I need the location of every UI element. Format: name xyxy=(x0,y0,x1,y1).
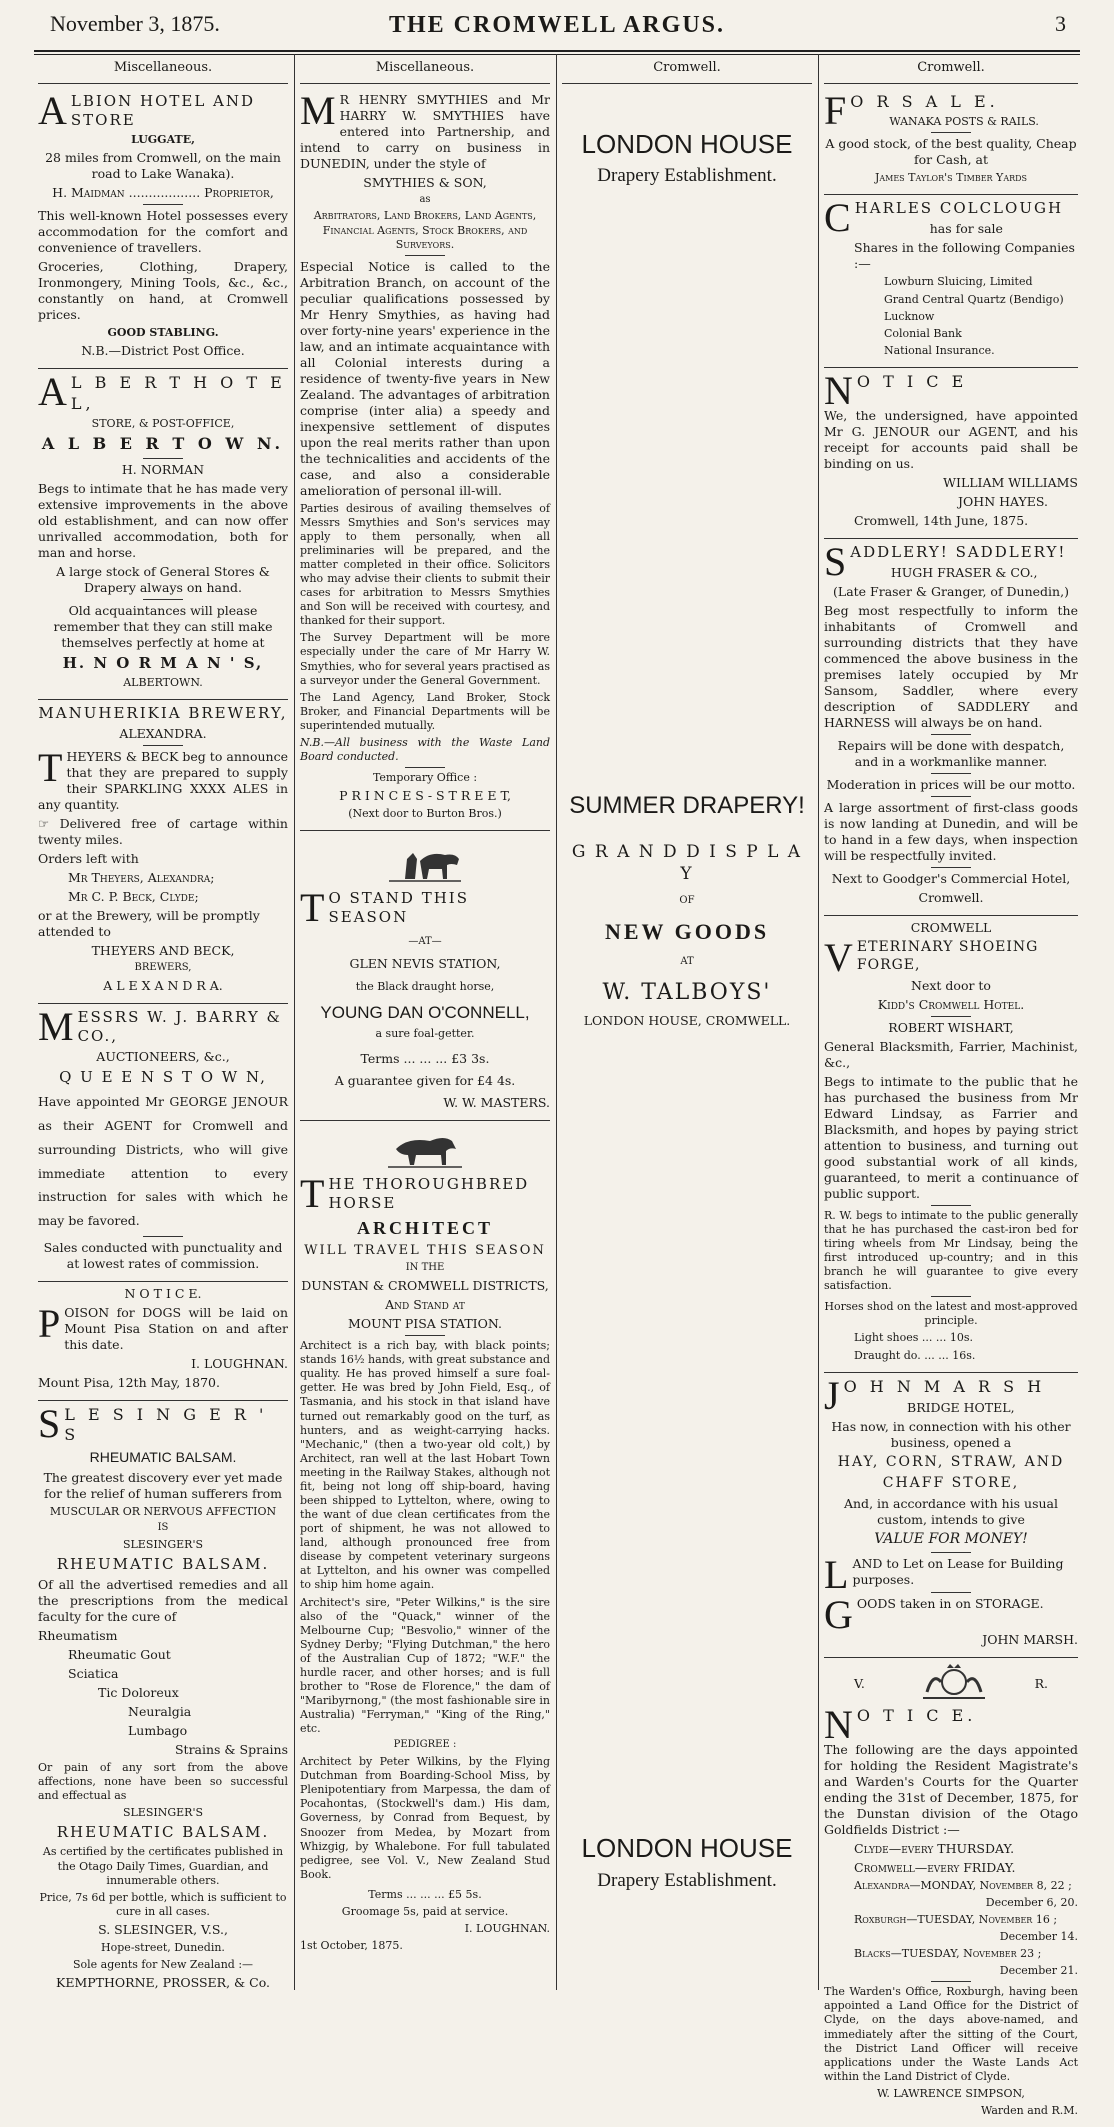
company: Lowburn Sluicing, Limited xyxy=(884,275,1033,289)
ad-terms: Terms ... ... ... £5 5s. xyxy=(368,1887,482,1901)
ad-cert: As certified by the certificates published in the Otago Daily Times, Guardian, and innumerable others. xyxy=(42,1845,284,1887)
crest-left-letter: V. xyxy=(854,1675,865,1691)
ad-affection: MUSCULAR OR NERVOUS AFFECTION xyxy=(49,1504,277,1518)
column-1 xyxy=(34,58,292,1988)
ad-title: O H N M A R S H xyxy=(843,1376,1046,1396)
drop-cap: L xyxy=(824,1551,849,1597)
court-day: Roxburgh—TUESDAY, November 16 ; xyxy=(854,1912,1058,1926)
ad-signature-2: JOHN HAYES. xyxy=(958,493,1048,509)
court-notice xyxy=(824,1658,1078,2127)
london-house-heading: LONDON HOUSE xyxy=(581,128,793,159)
ad-signature: WILLIAM WILLIAMS xyxy=(943,474,1078,490)
ad-title: HE THOROUGHBRED HORSE xyxy=(328,1175,530,1213)
ad-body: This well-known Hotel possesses every accommodation for the comfort and convenience of travellers. xyxy=(38,208,288,256)
ad-paragraph: Architect by Peter Wilkins, by the Flying Dutchman from Boarding-School Miss, by Plenipotentiary from Marpessa, the dam of Pocahontas, (Stockwell's dam.) His dam, Governess, by Conrad from Bequest, by Snoozer from Medea, by Mozart from Whizgig, by Whalebone. For full tabulated pedigree, see Vol. V., New Zealand Stud Book. xyxy=(300,1755,550,1881)
ad-pain: Or pain of any sort from the above affections, none have been so successful and effectual as xyxy=(38,1760,288,1803)
ad-moderation: Moderation in prices will be our motto. xyxy=(826,777,1076,793)
ad-roles: Arbitrators, Land Brokers, Land Agents, Financial Agents, Stock Brokers, and Surveyors. xyxy=(313,209,537,251)
ad-at: AT xyxy=(680,956,694,968)
ad-stock: A large assortment of first-class goods is now landing at Dunedin, and will be to hand in a few days, when inspection will be respectfully invited. xyxy=(824,800,1078,864)
ad-has: Has now, in connection with his other business, opened a xyxy=(831,1419,1071,1451)
ad-date: Cromwell, 14th June, 1875. xyxy=(854,512,1029,528)
ad-office: Temporary Office : xyxy=(372,771,478,785)
ad-store: HAY, CORN, STRAW, AND xyxy=(837,1454,1065,1471)
ad-stabling: GOOD STABLING. xyxy=(107,326,219,340)
ad-product: RHEUMATIC BALSAM. xyxy=(56,1554,270,1573)
ad-next: Next to Goodger's Commercial Hotel, xyxy=(831,871,1071,887)
ad-body: Have appointed Mr GEORGE JENOUR as their AGENT for Cromwell and surrounding Districts, who will give immediate attention to every instruction for sales with which he may be favored. xyxy=(38,1094,288,1229)
ad-in-the: IN THE xyxy=(405,1262,445,1274)
ad-next: (Next door to Burton Bros.) xyxy=(348,807,502,821)
ad-paragraph: N.B.—All business with the Waste Land Board conducted. xyxy=(300,735,550,763)
ad-light-shoes: Light shoes ... ... 10s. xyxy=(854,1331,973,1345)
drop-cap: N xyxy=(824,367,853,413)
column-3 xyxy=(558,58,816,1988)
drop-cap: S xyxy=(824,538,847,584)
column-heading: Miscellaneous. xyxy=(300,58,550,84)
albion-hotel-ad xyxy=(38,88,288,370)
colclough-ad xyxy=(824,195,1078,368)
ad-name: SLESINGER'S xyxy=(122,1537,204,1551)
ad-top: CROMWELL xyxy=(910,920,992,936)
ad-body: OISON for DOGS will be laid on Mount Pisa Station on and after this date. xyxy=(64,1304,288,1352)
ad-heading: N O T I C E. xyxy=(124,1285,202,1301)
ad-signature: JOHN MARSH. xyxy=(982,1631,1078,1647)
ad-signature: I. LOUGHNAN. xyxy=(464,1921,550,1935)
ad-next: Next door to xyxy=(911,977,991,993)
ad-title: R HENRY SMYTHIES and Mr HARRY W. SMYTHIES have entered into Partnership, and intend to carry on business in DUNEDIN, under the style of xyxy=(300,91,550,171)
horse-and-groom-icon xyxy=(385,839,465,885)
pointing-hand-icon: ☞ xyxy=(38,816,60,832)
ad-groomage: Groomage 5s, paid at service. xyxy=(341,1904,509,1918)
company: Lucknow xyxy=(884,309,935,323)
ad-stock: A large stock of General Stores & Drapery always on hand. xyxy=(56,563,270,595)
ad-horse-name: ARCHITECT xyxy=(356,1217,494,1238)
ad-price: Price, 7s 6d per bottle, which is sufficient to cure in all cases. xyxy=(39,1890,287,1918)
talboys: W. TALBOYS' xyxy=(602,980,772,1006)
ad-location: 28 miles from Cromwell, on the main road to Lake Wanaka). xyxy=(45,150,281,182)
ad-subtitle: LUGGATE, xyxy=(131,133,195,146)
drop-cap: T xyxy=(300,885,325,931)
drop-cap: M xyxy=(300,87,336,133)
ad-store-2: CHAFF STORE, xyxy=(882,1474,1020,1491)
ad-signature-place: ALBERTOWN. xyxy=(123,675,203,689)
ad-intro: The greatest discovery ever yet made for the relief of human sufferers from xyxy=(43,1469,283,1501)
ad-address: Hope-street, Dunedin. xyxy=(101,1940,225,1954)
ad-orders-3: or at the Brewery, will be promptly attended to xyxy=(38,908,260,940)
ad-orders: Orders left with xyxy=(38,851,139,867)
ad-value: VALUE FOR MONEY! xyxy=(874,1530,1028,1547)
ailment: Neuralgia xyxy=(128,1703,192,1719)
court-day: Alexandra—MONDAY, November 8, 22 ; xyxy=(854,1878,1072,1892)
ad-title: L B E R T H O T E L, xyxy=(70,373,286,413)
drop-cap: V xyxy=(824,935,853,981)
ad-product-2: RHEUMATIC BALSAM. xyxy=(56,1823,270,1842)
jenour-notice xyxy=(824,368,1078,539)
london-house-footer-sub: Drapery Establishment. xyxy=(597,1869,777,1891)
ad-draught-shoes: Draught do. ... ... 16s. xyxy=(854,1348,976,1362)
ad-street: P R I N C E S - S T R E E T, xyxy=(339,788,511,804)
ad-paragraph: The Survey Department will be more especially under the care of Mr Harry W. Smythies, who for several years practised as a surveyor under the General Government. xyxy=(300,631,550,687)
company: Colonial Bank xyxy=(884,326,962,340)
ad-subtitle: WANAKA POSTS & RAILS. xyxy=(889,115,1039,129)
drop-cap: T xyxy=(38,745,63,791)
ad-title: ADDLERY! SADDLERY! xyxy=(850,542,1067,561)
ad-sale: has for sale xyxy=(929,221,1003,237)
ad-of: OF xyxy=(679,895,695,907)
ad-title: MANUHERIKIA BREWERY, xyxy=(38,703,288,722)
london-house-footer: LONDON HOUSE xyxy=(581,1833,793,1864)
ad-date: Mount Pisa, 12th May, 1870. xyxy=(38,1374,220,1390)
ad-title: O T I C E xyxy=(856,371,968,391)
saddlery-ad xyxy=(824,539,1078,916)
court-day: Clyde—every THURSDAY. xyxy=(854,1840,1015,1856)
drop-cap: M xyxy=(38,1003,74,1049)
court-day-cont: December 14. xyxy=(999,1930,1078,1944)
ad-trade: General Blacksmith, Farrier, Machinist, &c., xyxy=(824,1038,1078,1070)
ad-paragraph: Especial Notice is called to the Arbitration Branch, on account of the peculiar qualifications possessed by Mr Henry Smythies, as having had over forty-nine years' experience in the law, and an intimate acquaintance with all Colonial interests during a residence of twenty-five years in New Zealand. The advantages of arbitration comprise (inter alia) a speedy and inexpensive settlement of disputes upon the real merits rather than upon the technicalities and accidents of the case, and also a considerable amelioration of personal ill-will. xyxy=(300,258,550,498)
crest-right-letter: R. xyxy=(1034,1675,1048,1691)
column-heading: Miscellaneous. xyxy=(38,58,288,84)
ad-repairs: Repairs will be done with despatch, and in a workmanlike manner. xyxy=(837,738,1065,770)
drop-cap: F xyxy=(824,87,847,133)
column-4 xyxy=(820,58,1082,2117)
ad-signature-title: Warden and R.M. xyxy=(980,2103,1078,2117)
ad-subtitle: AUCTIONEERS, &c., xyxy=(96,1049,230,1065)
ad-subtitle: STORE, & POST-OFFICE, xyxy=(91,417,235,431)
grand-display: G R A N D D I S P L A Y xyxy=(571,841,803,884)
ad-place: A L B E R T O W N. xyxy=(41,434,285,454)
slesinger-ad xyxy=(38,1401,288,2000)
ad-body: HEYERS & BECK beg to announce that they are prepared to supply their SPARKLING XXXX ALES in any quantity. xyxy=(38,749,288,813)
drop-cap: P xyxy=(38,1300,61,1346)
ailment: Strains & Sprains xyxy=(174,1741,288,1757)
ad-place: ALEXANDRA. xyxy=(119,726,207,742)
ad-body: Begs to intimate to the public that he has purchased the business from Mr Edward Lindsay, as Farrier and Blacksmith, and hopes by paying strict attention to business, and turning out good substantial work of all kinds, guaranteed, to merit a continuance of public support. xyxy=(824,1073,1078,1201)
ailment: Rheumatic Gout xyxy=(68,1646,171,1662)
ad-terms: Terms ... ... ... £3 3s. xyxy=(360,1051,490,1067)
page-number: 3 xyxy=(1055,11,1066,36)
talboys-address: LONDON HOUSE, CROMWELL. xyxy=(583,1013,791,1029)
ad-stand: And Stand at xyxy=(385,1297,465,1313)
ad-name-2: SLESINGER'S xyxy=(122,1806,204,1820)
newspaper-title: THE CROMWELL ARGUS. xyxy=(388,12,726,38)
new-goods: NEW GOODS xyxy=(604,919,770,945)
company: National Insurance. xyxy=(884,343,995,357)
ad-yard: James Taylor's Timber Yards xyxy=(874,171,1028,185)
masthead-rule xyxy=(34,50,1080,55)
ad-signature-2: BREWERS, xyxy=(134,962,192,974)
column-2 xyxy=(296,58,554,1988)
ad-orders-2: Mr C. P. Beck, Clyde; xyxy=(68,889,199,905)
court-day-cont: December 21. xyxy=(999,1964,1078,1978)
ad-title: ETERINARY SHOEING FORGE, xyxy=(856,939,1039,973)
ad-office: The Warden's Office, Roxburgh, having been appointed a Land Office for the District of Clyde, on the days above-named, and immediately after the sitting of the Court, the District Land Officer will receive applications under the Waste Lands Act within the Land District of Clyde. xyxy=(824,1985,1078,2083)
ad-paragraph: The Land Agency, Land Broker, Stock Broker, and Financial Departments will be superintended mutually. xyxy=(300,690,550,732)
ad-title: O R S A L E. xyxy=(850,91,999,111)
ad-signature: S. SLESINGER, V.S., xyxy=(98,1921,228,1937)
ailment: Lumbago xyxy=(128,1722,188,1738)
ailment: Sciatica xyxy=(68,1665,119,1681)
ad-horse: the Black draught horse, xyxy=(355,980,495,994)
company: Grand Central Quartz (Bendigo) xyxy=(884,292,1064,306)
court-day: Blacks—TUESDAY, November 23 ; xyxy=(854,1947,1042,1961)
ad-shod: Horses shod on the latest and most-approved principle. xyxy=(824,1300,1078,1328)
ad-signature: H. N O R M A N ' S, xyxy=(62,653,264,672)
ad-districts: DUNSTAN & CROMWELL DISTRICTS, xyxy=(301,1278,549,1294)
ad-signature: W. LAWRENCE SIMPSON, xyxy=(877,2086,1025,2100)
court-day: Cromwell—every FRIDAY. xyxy=(854,1859,1016,1875)
ad-name: HUGH FRASER & CO., xyxy=(890,565,1038,581)
ad-town: Cromwell. xyxy=(918,890,984,906)
ad-old: Old acquaintances will please remember that they can still make themselves perfectly at home at xyxy=(53,602,273,650)
ad-title: O T I C E. xyxy=(856,1705,977,1725)
ad-goods: OODS taken in on STORAGE. xyxy=(856,1595,1044,1611)
ad-date: 1st October, 1875. xyxy=(300,1939,403,1953)
column-divider xyxy=(556,54,557,1990)
ad-hotel: BRIDGE HOTEL, xyxy=(907,1400,1015,1416)
ad-agents: Sole agents for New Zealand :— xyxy=(72,1957,254,1971)
ad-firm: SMYTHIES & SON, xyxy=(363,174,487,190)
poison-notice xyxy=(38,1282,288,1401)
smythies-ad xyxy=(300,88,550,832)
shoeing-forge-ad xyxy=(824,916,1078,1373)
drop-cap: C xyxy=(824,195,851,241)
ad-horse-name: YOUNG DAN O'CONNELL, xyxy=(320,1003,530,1023)
ad-signature: THEYERS AND BECK, xyxy=(91,943,235,959)
column-heading: Cromwell. xyxy=(824,58,1078,84)
ad-travel: WILL TRAVEL THIS SEASON xyxy=(304,1242,546,1258)
ad-agents-2: KEMPTHORNE, PROSSER, & Co. xyxy=(56,1974,270,1990)
glen-nevis-ad xyxy=(300,831,550,1121)
ad-remedies: Of all the advertised remedies and all the prescriptions from the medical faculty for the cure of xyxy=(38,1576,288,1624)
ad-title: ESSRS W. J. BARRY & CO., xyxy=(77,1007,282,1046)
john-marsh-ad xyxy=(824,1373,1078,1658)
drop-cap: A xyxy=(38,369,67,415)
ad-paragraph: Parties desirous of availing themselves of Messrs Smythies and Son's services may apply to them personally, when all preliminaries will be prepared, and the matter completed in their office. Solicitors who may advise their clients to submit their cases for arbitration to Messrs Smythies and Son will be received with courtesy, and thanked for their support. xyxy=(300,501,550,628)
ad-station: GLEN NEVIS STATION, xyxy=(349,956,501,972)
ad-station: MOUNT PISA STATION. xyxy=(348,1316,502,1332)
ad-orders-1: Mr Theyers, Alexandra; xyxy=(68,870,215,886)
ad-hotel: Kidd's Cromwell Hotel. xyxy=(877,996,1025,1012)
drop-cap: J xyxy=(824,1372,840,1418)
ailment: Tic Doloreux xyxy=(98,1684,179,1700)
ad-goods: Groceries, Clothing, Drapery, Ironmongery, Mining Tools, &c., &c., constantly on hand, at Cromwell prices. xyxy=(38,259,288,323)
column-divider xyxy=(294,54,295,1990)
ad-title: O STAND THIS SEASON xyxy=(328,889,470,927)
ad-signature-3: A L E X A N D R A. xyxy=(103,977,223,993)
ad-at: —AT— xyxy=(408,935,442,947)
ad-name: ROBERT WISHART, xyxy=(888,1019,1014,1035)
issue-date: November 3, 1875. xyxy=(50,11,220,36)
ad-signature: I. LOUGHNAN. xyxy=(191,1355,288,1371)
ad-place: Q U E E N S T O W N, xyxy=(59,1068,267,1087)
ad-getter: a sure foal-getter. xyxy=(375,1027,475,1041)
ad-paragraph: Architect's sire, "Peter Wilkins," is the sire also of the "Quack," winner of the Melbourne Cup; "Besvolio," winner of the Sydney Derby; "Flying Dutchman," the hero of the Australian Cup of 1872; "W.F." the hurdle racer, and other horses; and is full brother to "Rose de Florence," the dam of "Maribyrnong," (the most fashionable sire in Australia) "Ferryman," "King of the Ring," etc. xyxy=(300,1595,550,1736)
ad-body: A good stock, of the best quality, Cheap for Cash, at xyxy=(825,136,1077,168)
ad-land: AND to Let on Lease for Building purposes. xyxy=(852,1555,1064,1587)
ad-body: We, the undersigned, have appointed Mr G. JENOUR our AGENT, and his receipt for accounts paid shall be binding on us. xyxy=(824,407,1078,471)
ad-paragraph: Architect is a rich bay, with black points; stands 16½ hands, with great substance and quality. He has proved himself a sure foal-getter. He was bred by John Field, Esq., of Tasmania, and his stock in that island have turned out remarkably good on the turf, as hunters, and as weight-carrying hacks. "Mechanic," (then a two-year old colt,) by Architect, ran well at the last Hobart Town meeting in the Railway Stakes, although not fit, being not long off ship-board, having been shipped to Lyttelton, where, owing to the want of due clean certificates from the port of shipment, he was not allowed to land, although pronounced free from disease by competent veterinary surgeons at Lyttelton, and his owner was compelled to ship him home again. xyxy=(300,1339,551,1592)
ad-accordance: And, in accordance with his usual custom, intends to give xyxy=(843,1495,1059,1527)
ad-name: H. NORMAN xyxy=(121,461,205,477)
summer-drapery: SUMMER DRAPERY! xyxy=(569,792,805,820)
drop-cap: N xyxy=(824,1701,853,1747)
ad-bed: R. W. begs to intimate to the public generally that he has purchased the cast-iron bed for tiring wheels from Mr Lindsay, being the first introduced up-country; and in this branch he will guarantee to give every satisfaction. xyxy=(824,1208,1078,1293)
column-divider xyxy=(818,54,819,1990)
albert-hotel-ad xyxy=(38,369,288,700)
for-sale-ad xyxy=(824,88,1078,196)
ad-subtitle: RHEUMATIC BALSAM. xyxy=(89,1448,237,1465)
ad-is: IS xyxy=(157,1521,169,1533)
ad-body: The following are the days appointed for holding the Resident Magistrate's and Warden's Courts for the Quarter ending the 31st of December, 1875, for the Dunstan division of the Otago Goldfields District :— xyxy=(824,1741,1078,1837)
barry-ad xyxy=(38,1004,288,1282)
court-day-cont: December 6, 20. xyxy=(985,1895,1078,1909)
ad-proprietor: H. Maidman .................. Proprietor, xyxy=(52,185,274,201)
ad-guarantee: A guarantee given for £4 4s. xyxy=(334,1073,516,1089)
ad-body: Begs to intimate that he has made very extensive improvements in the above old establishment, and can now offer unrivalled accommodation, both for man and horse. xyxy=(38,480,288,560)
drop-cap: T xyxy=(300,1171,325,1217)
ad-note: N.B.—District Post Office. xyxy=(81,343,245,359)
ad-body: Beg most respectfully to inform the inhabitants of Cromwell and surrounding districts that they have commenced the above business in the premises lately occupied by Mr Sansom, Saddler, where every description of SADDLERY and HARNESS will always be on hand. xyxy=(824,603,1078,731)
ad-shares: Shares in the following Companies :— xyxy=(854,240,1075,272)
london-house-subheading: Drapery Establishment. xyxy=(597,164,777,186)
ad-signature: W. W. MASTERS. xyxy=(443,1095,550,1111)
ad-title: L E S I N G E R ' S xyxy=(64,1404,268,1445)
ad-pedigree-heading: PEDIGREE : xyxy=(393,1739,457,1751)
drop-cap: A xyxy=(38,87,67,133)
ailment: Rheumatism xyxy=(38,1627,118,1643)
ad-late: (Late Fraser & Granger, of Dunedin,) xyxy=(833,584,1069,600)
horse-icon xyxy=(386,1129,464,1171)
architect-ad xyxy=(300,1121,550,1962)
column-heading: Cromwell. xyxy=(562,58,812,84)
ad-title: LBION HOTEL AND STORE xyxy=(70,91,256,129)
ad-sales: Sales conducted with punctuality and at lowest rates of commission. xyxy=(43,1239,283,1271)
ad-delivery: Delivered free of cartage within twenty miles. xyxy=(38,816,288,848)
masthead xyxy=(0,0,1114,52)
drop-cap: S xyxy=(38,1400,61,1446)
ad-as: as xyxy=(419,193,431,205)
brewery-ad xyxy=(38,700,288,1004)
drop-cap: G xyxy=(824,1591,853,1637)
royal-crest-icon xyxy=(919,1662,989,1702)
ad-title: HARLES COLCLOUGH xyxy=(854,199,1064,218)
